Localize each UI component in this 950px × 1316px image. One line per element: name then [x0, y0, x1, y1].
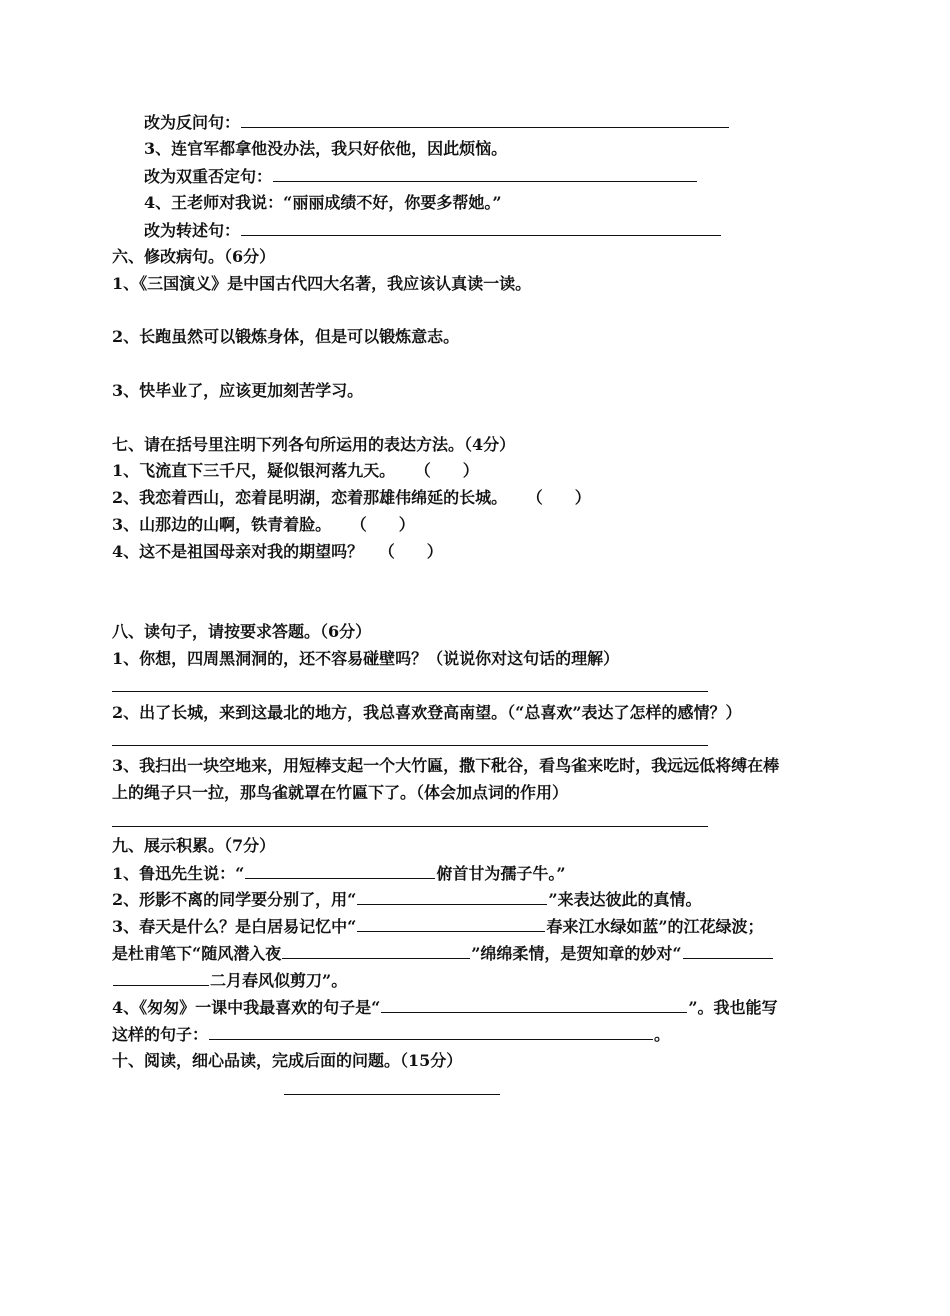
- answer-blank[interactable]: [282, 940, 470, 959]
- question-text: 2、长跑虽然可以锻炼身体，但是可以锻炼意志。: [112, 327, 460, 346]
- question-text: ”来表达彼此的真情。: [548, 890, 702, 909]
- question-text: 上的绳子只一拉，那鸟雀就罩在竹匾下了。（体会加点词的作用）: [112, 783, 569, 802]
- question-text: ”绵绵柔情，是贺知章的妙对“: [471, 944, 682, 963]
- answer-blank[interactable]: [209, 1021, 653, 1040]
- answer-blank[interactable]: [357, 913, 545, 932]
- fill-blank-item: [112, 913, 842, 939]
- answer-blank[interactable]: [245, 860, 435, 879]
- question-text: 1、鲁迅先生说：“: [112, 864, 245, 883]
- prompt-text: 改为双重否定句：: [144, 167, 273, 186]
- answer-blank[interactable]: [113, 967, 209, 986]
- answer-parentheses[interactable]: （ ）: [378, 542, 443, 561]
- answer-blank[interactable]: [241, 109, 729, 128]
- question-text: 4、这不是祖国母亲对我的期望吗？: [112, 542, 364, 561]
- rewrite-indirect-line: [144, 217, 842, 243]
- answer-line[interactable]: [112, 826, 708, 827]
- question-text: 。: [654, 1025, 671, 1044]
- question-text: 春来江水绿如蓝”的江花绿波；: [546, 917, 764, 936]
- question-text: 2、形影不离的同学要分别了，用“: [112, 890, 357, 909]
- question-text: 俯首甘为孺子牛。”: [436, 864, 566, 883]
- answer-line[interactable]: [112, 745, 708, 746]
- section-heading: 十、阅读，细心品读，完成后面的问题。（15分）: [112, 1051, 463, 1070]
- section-heading: 七、请在括号里注明下列各句所运用的表达方法。（4分）: [112, 435, 516, 454]
- fill-blank-item: [112, 1021, 842, 1047]
- question-text: 4、王老师对我说：“丽丽成绩不好，你要多帮她。”: [144, 193, 502, 212]
- rewrite-double-negative-line: [144, 163, 842, 189]
- section-heading: 八、读句子，请按要求答题。（6分）: [112, 622, 372, 641]
- answer-blank[interactable]: [241, 217, 721, 236]
- question-text: 1、飞流直下三千尺，疑似银河落九天。: [112, 461, 396, 480]
- question-text: 3、连官军都拿他没办法，我只好依他，因此烦恼。: [144, 139, 508, 158]
- question-text: 2、出了长城，来到这最北的地方，我总喜欢登高南望。（“总喜欢”表达了怎样的感情？）: [112, 703, 742, 722]
- fill-blank-item: [112, 940, 842, 966]
- question-text: 4、《匆匆》一课中我最喜欢的句子是“: [112, 998, 381, 1017]
- rewrite-rhetorical-line: [144, 109, 842, 135]
- fill-blank-item: [112, 860, 842, 886]
- answer-blank[interactable]: [381, 994, 687, 1013]
- answer-blank[interactable]: [683, 940, 773, 959]
- question-item: [112, 539, 842, 565]
- answer-parentheses[interactable]: （ ）: [350, 515, 415, 534]
- answer-line[interactable]: [112, 691, 708, 692]
- question-text: 1、《三国演义》是中国古代四大名著，我应该认真读一读。: [112, 274, 532, 293]
- question-text: ”。我也能写: [688, 998, 778, 1017]
- question-text: 3、我扫出一块空地来，用短棒支起一个大竹匾，撒下秕谷，看鸟雀来吃时，我远远低将缚在棒: [112, 756, 780, 775]
- section-heading: 九、展示积累。（7分）: [112, 836, 276, 855]
- prompt-text: 改为转述句：: [144, 221, 241, 240]
- fill-blank-item: [112, 967, 842, 993]
- answer-blank[interactable]: [357, 886, 547, 905]
- answer-parentheses[interactable]: （ ）: [526, 488, 591, 507]
- question-item: [112, 485, 842, 511]
- question-item: [112, 458, 842, 484]
- question-text: 这样的句子：: [112, 1025, 209, 1044]
- question-text: 2、我恋着西山，恋着昆明湖，恋着那雄伟绵延的长城。: [112, 488, 508, 507]
- answer-parentheses[interactable]: （ ）: [414, 461, 479, 480]
- fill-blank-item: [112, 994, 842, 1020]
- question-text: 1、你想，四周黑洞洞的，还不容易碰壁吗？（说说你对这句话的理解）: [112, 649, 620, 668]
- question-text: 二月春风似剪刀”。: [210, 971, 348, 990]
- question-text: 3、快毕业了，应该更加刻苦学习。: [112, 381, 364, 400]
- fill-blank-item: [112, 886, 842, 912]
- question-text: 是杜甫笔下“随风潜入夜: [112, 944, 282, 963]
- title-blank[interactable]: [284, 1094, 500, 1095]
- question-text: 3、山那边的山啊，铁青着脸。: [112, 515, 332, 534]
- question-item: [112, 512, 842, 538]
- section-heading: 六、修改病句。（6分）: [112, 247, 276, 266]
- question-text: 3、春天是什么？是白居易记忆中“: [112, 917, 357, 936]
- answer-blank[interactable]: [273, 163, 697, 182]
- prompt-text: 改为反问句：: [144, 113, 241, 132]
